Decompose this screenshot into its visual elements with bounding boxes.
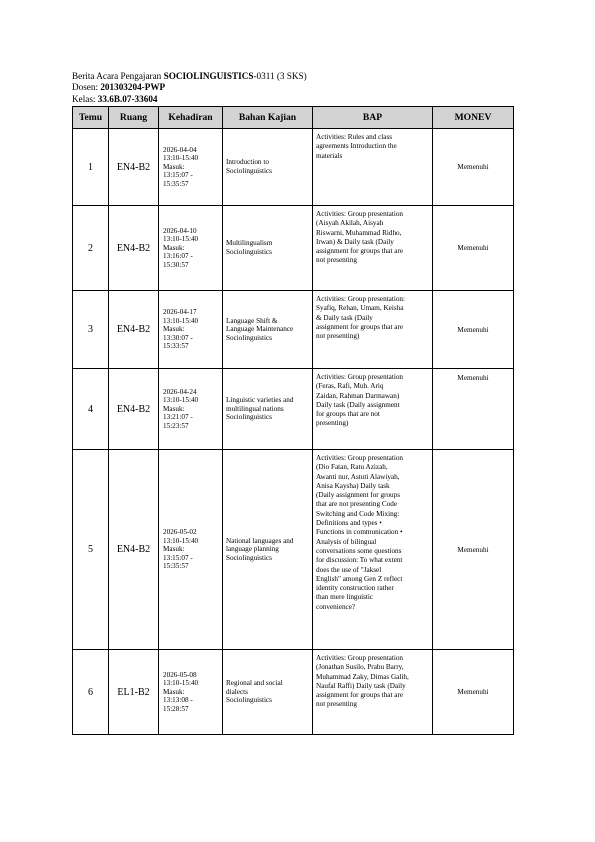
bap-line: Awanti nur, Astuti Alawiyah,: [316, 472, 400, 481]
topic-cell: [223, 369, 313, 450]
bap-line: Naufal Raffi) Daily task (Daily: [316, 681, 406, 690]
attendance-line: 13:21:07 -: [163, 413, 193, 422]
class-line: [72, 94, 307, 105]
lecturer-id: 201303204-PWP: [100, 82, 166, 93]
topic-cell: [223, 450, 313, 650]
attendance-line: 13:10-15:40: [163, 679, 199, 688]
bap-cell: [313, 129, 433, 206]
topic-line: Sociolinguistics: [226, 413, 272, 422]
bap-line: Functions in communication •: [316, 528, 403, 537]
bap-line: Switching and Code Mixing:: [316, 509, 400, 518]
bap-line: that are not presenting Code: [316, 500, 398, 509]
attendance-line: 13:16:07 -: [163, 252, 193, 261]
bap-line: Zaidan, Rahman Darmawan): [316, 391, 400, 400]
bap-line: assignment for groups that are: [316, 322, 404, 331]
attendance-line: Masuk:: [163, 404, 185, 413]
topic-cell: [223, 650, 313, 735]
table-row: [73, 450, 514, 650]
bap-line: Riswarni, Muhammad Ridho,: [316, 228, 402, 237]
table-row: [73, 650, 514, 735]
attendance-line: 2026-05-02: [163, 528, 197, 537]
bap-line: not presenting: [316, 256, 357, 265]
attendance-line: Masuk:: [163, 545, 185, 554]
attendance-line: 13:15:07 -: [163, 171, 193, 180]
meeting-number: 4: [73, 369, 109, 450]
bap-cell: [313, 450, 433, 650]
attendance-line: Masuk:: [163, 243, 185, 252]
meeting-number: 3: [73, 291, 109, 369]
room-code: EN4-B2: [109, 206, 159, 291]
lecturer-line: [72, 82, 307, 93]
room-code: EN4-B2: [109, 450, 159, 650]
topic-line: Language Maintenance: [226, 325, 294, 334]
bap-line: materials: [316, 151, 343, 160]
bap-line: convenience?: [316, 602, 356, 611]
column-header-bahan-kajian: Bahan Kajian: [223, 107, 313, 129]
report-title-prefix: Berita Acara Pengajaran: [72, 71, 162, 81]
attendance-cell: [159, 650, 223, 735]
attendance-line: 2026-04-17: [163, 308, 197, 317]
bap-line: for groups that are not: [316, 410, 380, 419]
room-code: EN4-B2: [109, 129, 159, 206]
topic-line: Sociolinguistics: [226, 553, 272, 562]
attendance-line: 13:15:07 -: [163, 553, 193, 562]
attendance-line: 15:35:57: [163, 562, 189, 571]
column-header-monev: MONEV: [433, 107, 514, 129]
topic-line: Regional and social: [226, 679, 283, 688]
column-header-kehadiran: Kehadiran: [159, 107, 223, 129]
table-row: [73, 291, 514, 369]
attendance-line: 13:10-15:40: [163, 235, 199, 244]
table-header-row: [73, 107, 514, 129]
meeting-number: 6: [73, 650, 109, 735]
topic-cell: [223, 206, 313, 291]
topic-line: Language Shift &: [226, 316, 278, 325]
bap-line: (Feras, Rafi, Muh. Ariq: [316, 382, 384, 391]
attendance-cell: [159, 129, 223, 206]
bap-line: Analysis of bilingual: [316, 537, 377, 546]
meeting-number: 1: [73, 129, 109, 206]
column-header-temu: Temu: [73, 107, 109, 129]
attendance-line: Masuk:: [163, 325, 185, 334]
topic-line: Sociolinguistics: [226, 248, 272, 256]
attendance-line: 13:10-15:40: [163, 396, 199, 405]
bap-line: & Daily task (Daily: [316, 313, 373, 322]
topic-line: Multilingualism: [226, 239, 273, 248]
bap-cell: [313, 650, 433, 735]
bap-line: presenting): [316, 419, 349, 428]
bap-line: assignment for groups that are: [316, 247, 404, 256]
topic-line: multilingual nations: [226, 404, 284, 413]
report-title-line: [72, 71, 307, 82]
monev-status: Memenuhi: [433, 291, 514, 369]
attendance-table: [72, 106, 514, 735]
bap-line: Activities: Group presentation: [316, 454, 404, 462]
bap-line: (Dio Fatan, Ratu Azizah,: [316, 463, 388, 472]
bap-line: (Daily assignment for groups: [316, 491, 401, 500]
attendance-line: 2026-04-04: [163, 145, 197, 154]
bap-cell: [313, 291, 433, 369]
lecturer-label: Dosen:: [72, 82, 99, 93]
bap-line: not presenting): [316, 332, 360, 341]
bap-line: Syafiq, Rehan, Umam, Keisha: [316, 304, 404, 313]
table-row: [73, 369, 514, 450]
topic-line: Sociolinguistics: [226, 167, 272, 175]
room-code: EN4-B2: [109, 291, 159, 369]
bap-line: Activities: Rules and class: [316, 133, 393, 141]
table-row: [73, 206, 514, 291]
topic-line: language planning: [226, 545, 279, 554]
attendance-cell: [159, 450, 223, 650]
attendance-cell: [159, 291, 223, 369]
bap-line: (Aisyah Akilah, Aisyah: [316, 219, 384, 228]
topic-cell: [223, 129, 313, 206]
class-label: Kelas:: [72, 93, 96, 104]
bap-line: Activities: Group presentation:: [316, 295, 406, 303]
room-code: EN4-B2: [109, 369, 159, 450]
attendance-line: 15:35:57: [163, 179, 189, 188]
topic-line: Sociolinguistics: [226, 696, 272, 705]
attendance-line: 15:23:57: [163, 421, 189, 430]
monev-status: Memenuhi: [433, 650, 514, 735]
topic-line: Introduction to: [226, 158, 269, 167]
attendance-line: 2026-04-24: [163, 387, 197, 396]
bap-line: not presenting: [316, 700, 357, 709]
monev-status: Memenuhi: [433, 206, 514, 291]
bap-cell: [313, 206, 433, 291]
bap-line: assignment for groups that are: [316, 691, 404, 700]
bap-line: does the use of "Jaksel: [316, 565, 382, 574]
column-header-bap: BAP: [313, 107, 433, 129]
attendance-line: 13:10-15:40: [163, 154, 199, 163]
monev-status: Memenuhi: [433, 369, 514, 450]
attendance-line: 15:30:57: [163, 260, 189, 269]
attendance-line: 13:10-15:40: [163, 536, 199, 545]
meeting-number: 2: [73, 206, 109, 291]
bap-line: Activities: Group presentation: [316, 210, 404, 218]
bap-line: Activities: Group presentation: [316, 654, 404, 662]
attendance-line: Masuk:: [163, 162, 185, 171]
topic-line: National languages and: [226, 536, 294, 545]
attendance-line: 13:30:07 -: [163, 333, 193, 342]
attendance-line: 15:33:57: [163, 342, 189, 351]
bap-line: Muhammad Zaky, Dimas Galih,: [316, 672, 409, 681]
column-header-ruang: Ruang: [109, 107, 159, 129]
attendance-line: 2026-04-10: [163, 226, 197, 235]
meeting-number: 5: [73, 450, 109, 650]
class-id: 33.6B.07-33604: [97, 93, 158, 104]
attendance-line: Masuk:: [163, 687, 185, 696]
bap-line: (Jonathan Susilo, Prabu Barry,: [316, 663, 404, 672]
topic-line: Linguistic varieties and: [226, 396, 294, 405]
topic-cell: [223, 291, 313, 369]
bap-line: than mere linguistic: [316, 593, 374, 602]
monev-status: Memenuhi: [433, 129, 514, 206]
bap-line: conversations some questions: [316, 546, 402, 555]
bap-line: Irwan) & Daily task (Daily: [316, 237, 394, 246]
bap-line: for discussion: To what extent: [316, 556, 403, 565]
bap-line: Activities: Group presentation: [316, 373, 404, 381]
topic-line: dialects: [226, 687, 248, 696]
attendance-line: 13:10-15:40: [163, 316, 199, 325]
topic-line: Sociolinguistics: [226, 333, 272, 342]
bap-line: identity construction rather: [316, 584, 394, 593]
report-header: [72, 71, 307, 105]
monev-status: Memenuhi: [433, 450, 514, 650]
attendance-cell: [159, 369, 223, 450]
bap-cell: [313, 369, 433, 450]
bap-line: Definitions and types •: [316, 519, 382, 528]
attendance-line: 2026-05-08: [163, 670, 197, 679]
bap-line: Anisa Kaysha) Daily task: [316, 481, 390, 490]
room-code: EL1-B2: [109, 650, 159, 735]
table-row: [73, 129, 514, 206]
bap-line: agreements Introduction the: [316, 142, 397, 151]
attendance-line: 15:28:57: [163, 704, 189, 713]
course-code: -0311 (3 SKS): [253, 71, 307, 81]
attendance-cell: [159, 206, 223, 291]
course-name: SOCIOLINGUISTICS: [163, 71, 254, 81]
bap-line: English" among Gen Z reflect: [316, 574, 403, 583]
attendance-line: 13:13:08 -: [163, 696, 193, 705]
bap-line: Daily task (Daily assignment: [316, 400, 400, 409]
